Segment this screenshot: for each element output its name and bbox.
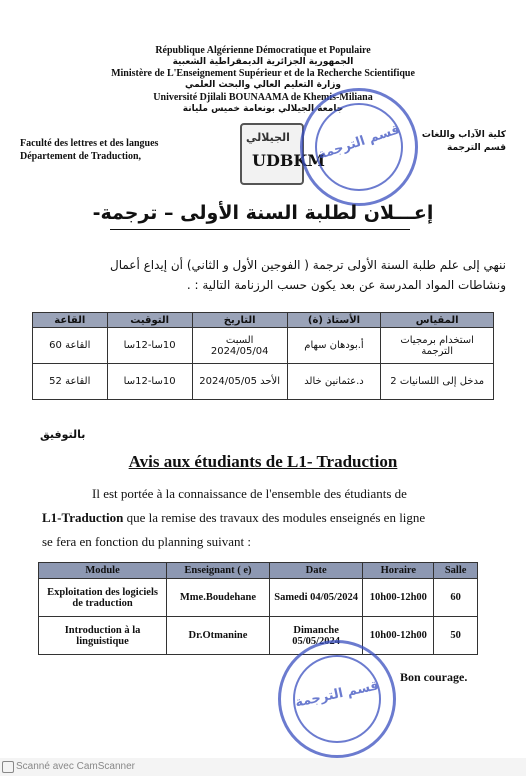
department-stamp-top [300, 88, 418, 206]
ar-cell-date: السبت 2024/05/04 [192, 328, 287, 364]
ar-cell-room: القاعة 60 [33, 328, 108, 364]
department-stamp-bottom [278, 640, 396, 758]
header-republic-fr: République Algérienne Démocratique et Populaire [155, 45, 371, 56]
header-ministry-fr: Ministère de L'Enseignement Supérieur et de la Recherche Scientifique [111, 68, 415, 79]
ar-cell-teacher: أ.بودهان سهام [287, 328, 381, 364]
table-row [39, 617, 478, 655]
arabic-para-line2: ونشاطات المواد المدرسة عن بعد يكون حسب الرزنامة التالية : . [186, 278, 506, 292]
ar-th-room: القاعة [33, 313, 108, 328]
french-schedule-table [38, 562, 478, 655]
table-row [33, 328, 494, 364]
header-university-ar: جامعة الجيلالي بونعامة خميس مليانة [182, 104, 344, 114]
fr-th-module: Module [39, 563, 167, 579]
faculty-ar-line1: كلية الآداب واللغات [421, 130, 506, 140]
faculty-fr-line1: Faculté des lettres et des langues [20, 138, 159, 149]
title-underline [110, 229, 410, 230]
logo-latin-text: UDBKM [252, 151, 325, 170]
ar-th-time: التوقيت [107, 313, 192, 328]
french-para-rest: que la remise des travaux des modules enseignés en ligne [126, 510, 426, 525]
fr-cell-module: Introduction à la linguistique [39, 617, 167, 655]
fr-th-date: Date [269, 563, 363, 579]
stamp-label-top: قسم الترجمة [316, 122, 402, 163]
header-republic-ar: الجمهورية الجزائرية الديمقراطية الشعبية [172, 57, 354, 67]
fr-cell-date: Samedi 04/05/2024 [269, 579, 363, 617]
fr-cell-module: Exploitation des logiciels de traduction [39, 579, 167, 617]
french-para-line1: Il est portée à la connaissance de l'ensemble des étudiants de [92, 486, 407, 501]
ar-th-module: المقياس [381, 313, 494, 328]
camscanner-icon [2, 761, 14, 773]
fr-cell-time: 10h00-12h00 [363, 579, 434, 617]
french-para-bold: L1-Traduction [42, 510, 124, 525]
faculty-ar-line2: قسم الترجمة [447, 142, 506, 153]
arabic-schedule-table [32, 312, 494, 400]
header-university-fr: Université Djilali BOUNAAMA de Khemis-Miliana [153, 92, 373, 103]
french-para-line2 [42, 506, 502, 530]
french-para-line3: se fera en fonction du planning suivant : [42, 534, 252, 549]
french-notice-title: Avis aux étudiants de L1- Traduction [128, 452, 398, 471]
fr-cell-time: 10h00-12h00 [363, 617, 434, 655]
header-ministry-ar: وزارة التعليم العالي والبحث العلمي [184, 80, 342, 90]
ar-cell-module: مدخل إلى اللسانيات 2 [381, 364, 494, 400]
french-closing: Bon courage. [400, 670, 468, 684]
french-table-header-row [39, 563, 478, 579]
university-logo [240, 123, 325, 185]
ar-cell-module: استخدام برمجيات الترجمة [381, 328, 494, 364]
faculty-ar [422, 129, 506, 154]
arabic-notice-title: إعـــلان لطلبة السنة الأولى – ترجمة- [92, 202, 434, 224]
ar-cell-time: 10سا-12سا [107, 364, 192, 400]
fr-th-room: Salle [434, 563, 478, 579]
ar-cell-time: 10سا-12سا [107, 328, 192, 364]
ar-th-teacher: الأستاذ (ة) [287, 313, 381, 328]
table-row [39, 579, 478, 617]
fr-cell-room: 60 [434, 579, 478, 617]
ar-th-date: التاريخ [192, 313, 287, 328]
fr-th-teacher: Enseignant ( e) [167, 563, 270, 579]
faculty-fr [20, 137, 158, 163]
scanner-text: Scanné avec CamScanner [16, 761, 135, 772]
fr-th-time: Horaire [363, 563, 434, 579]
fr-cell-room: 50 [434, 617, 478, 655]
arabic-para-line1: ننهي إلى علم طلبة السنة الأولى ترجمة ( الفوجين الأول و الثاني) أن إيداع أعمال [109, 258, 506, 272]
fr-cell-teacher: Dr.Otmanine [167, 617, 270, 655]
faculty-fr-line2: Département de Traduction, [20, 151, 142, 162]
ar-cell-teacher: د.عثمانين خالد [287, 364, 381, 400]
ar-cell-date: الأحد 2024/05/05 [192, 364, 287, 400]
fr-cell-date: Dimanche 05/05/2024 [269, 617, 363, 655]
logo-arabic-text: الجيلالي [246, 131, 290, 144]
arabic-table-header-row [33, 313, 494, 328]
table-row [33, 364, 494, 400]
arabic-closing: بالتوفيق [40, 428, 86, 441]
fr-cell-teacher: Mme.Boudehane [167, 579, 270, 617]
ar-cell-room: القاعة 52 [33, 364, 108, 400]
stamp-label-bottom: قسم الترجمة [293, 678, 381, 711]
